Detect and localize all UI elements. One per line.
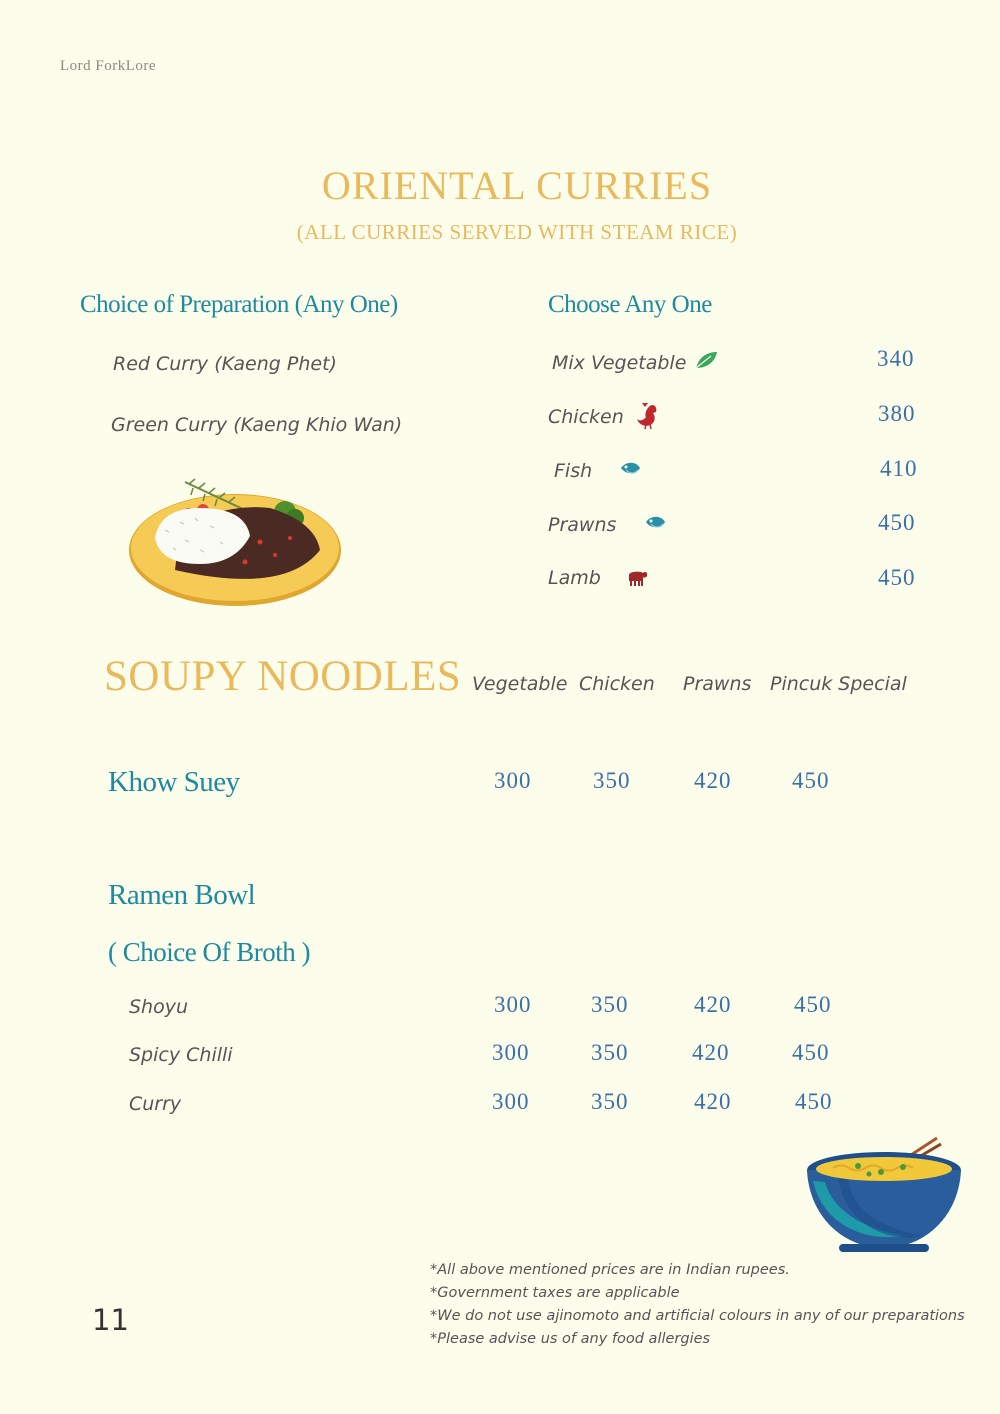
prawn-icon <box>643 512 669 534</box>
curry-plate-illustration <box>125 470 347 610</box>
dish-khow-suey: Khow Suey <box>108 766 240 798</box>
brand-logo: Lord ForkLore <box>60 58 157 74</box>
price-prawns: 450 <box>878 510 916 535</box>
curry-price-vegetable: 300 <box>492 1089 530 1114</box>
choice-chicken: Chicken <box>548 406 624 428</box>
footer-note: *Government taxes are applicable <box>430 1285 680 1301</box>
ramen-spicy-chilli: Spicy Chilli <box>129 1044 233 1066</box>
dish-ramen-bowl: Ramen Bowl <box>108 879 256 911</box>
curry-price-prawns: 420 <box>694 1089 732 1114</box>
curries-subtitle: (ALL CURRIES SERVED WITH STEAM RICE) <box>296 220 738 244</box>
khow-suey-price-pincuk: 450 <box>792 768 830 793</box>
shoyu-price-pincuk: 450 <box>794 992 832 1017</box>
curries-title: ORIENTAL CURRIES <box>321 163 713 208</box>
ramen-shoyu: Shoyu <box>129 996 189 1018</box>
spicy-chilli-price-prawns: 420 <box>692 1040 730 1065</box>
price-lamb: 450 <box>878 565 916 590</box>
choice-mix-vegetable: Mix Vegetable <box>552 352 687 374</box>
shoyu-price-chicken: 350 <box>591 992 629 1017</box>
price-fish: 410 <box>880 456 918 481</box>
page-number: 11 <box>92 1303 129 1337</box>
ramen-curry: Curry <box>129 1093 182 1115</box>
khow-suey-price-chicken: 350 <box>593 768 631 793</box>
chicken-icon <box>634 400 660 430</box>
choice-lamb: Lamb <box>548 567 601 589</box>
lamb-icon <box>625 567 651 589</box>
choice-fish: Fish <box>554 460 593 482</box>
curry-price-pincuk: 450 <box>795 1089 833 1114</box>
choose-heading: Choose Any One <box>548 291 712 318</box>
column-pincuk-special: Pincuk Special <box>770 673 907 695</box>
leaf-icon <box>693 349 719 371</box>
spicy-chilli-price-chicken: 350 <box>591 1040 629 1065</box>
shoyu-price-prawns: 420 <box>694 992 732 1017</box>
preparation-option-green: Green Curry (Kaeng Khio Wan) <box>111 414 403 436</box>
spicy-chilli-price-pincuk: 450 <box>792 1040 830 1065</box>
fish-icon <box>618 458 644 480</box>
column-vegetable: Vegetable <box>472 673 568 695</box>
preparation-heading: Choice of Preparation (Any One) <box>80 291 398 318</box>
curry-price-chicken: 350 <box>591 1089 629 1114</box>
price-mix-vegetable: 340 <box>877 346 915 371</box>
spicy-chilli-price-vegetable: 300 <box>492 1040 530 1065</box>
footer-note: *We do not use ajinomoto and artificial colours in any of our preparations <box>430 1308 965 1324</box>
ramen-bowl-illustration <box>803 1136 965 1254</box>
noodles-title: SOUPY NOODLES <box>104 653 462 700</box>
shoyu-price-vegetable: 300 <box>494 992 532 1017</box>
footer-note: *Please advise us of any food allergies <box>430 1331 711 1347</box>
preparation-option-red: Red Curry (Kaeng Phet) <box>113 353 337 375</box>
choice-prawns: Prawns <box>548 514 617 536</box>
column-chicken: Chicken <box>579 673 655 695</box>
khow-suey-price-vegetable: 300 <box>494 768 532 793</box>
price-chicken: 380 <box>878 401 916 426</box>
footer-note: *All above mentioned prices are in Indian rupees. <box>430 1262 790 1278</box>
column-prawns: Prawns <box>683 673 752 695</box>
ramen-broth-subheading: ( Choice Of Broth ) <box>108 937 310 967</box>
khow-suey-price-prawns: 420 <box>694 768 732 793</box>
